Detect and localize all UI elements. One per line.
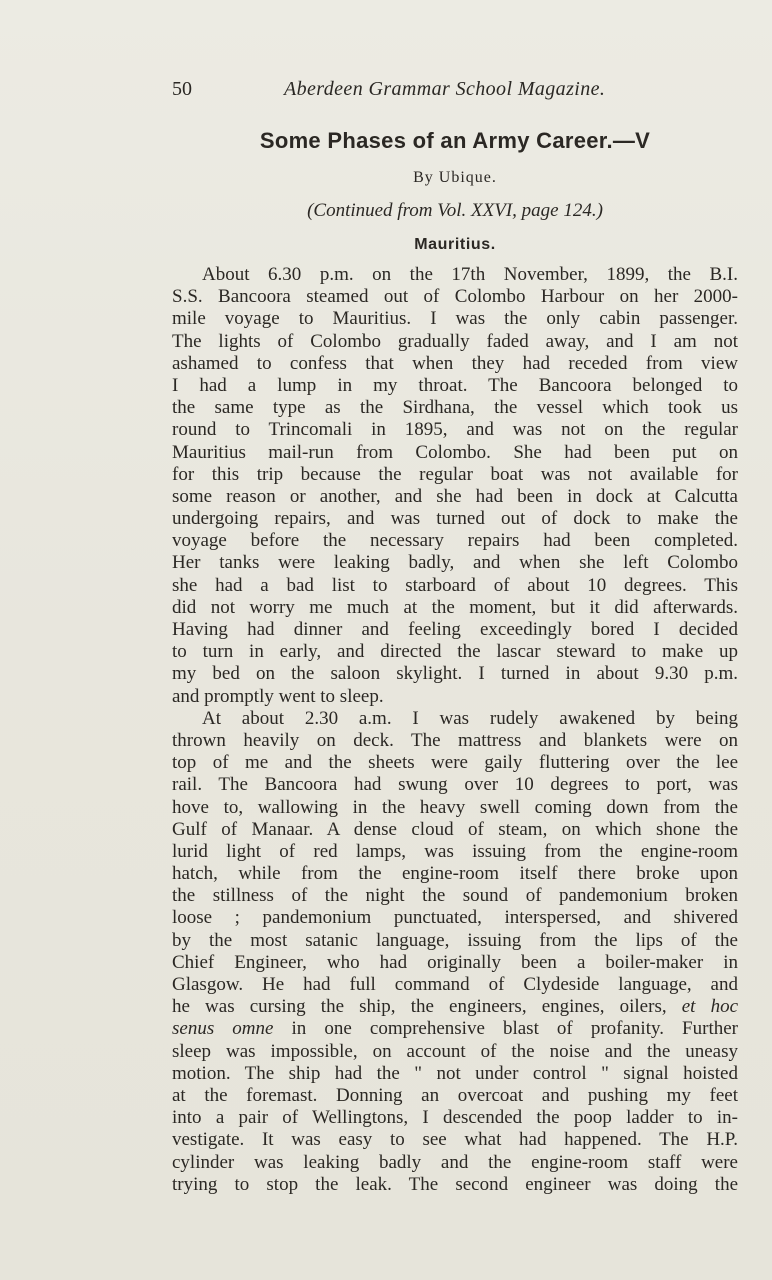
body-line-with-italic — [172, 1018, 738, 1040]
body-line: Her tanks were leaking badly, and when she left Colombo — [172, 552, 738, 574]
body-line: into a pair of Wellingtons, I descended the poop ladder to in- — [172, 1107, 738, 1129]
body-line: lurid light of red lamps, was issuing from the engine-room — [172, 840, 738, 862]
body-line-with-italic — [172, 996, 738, 1018]
body-line: trying to stop the leak. The second engineer was doing the — [172, 1173, 738, 1195]
body-line: At about 2.30 a.m. I was rudely awakened by being — [202, 707, 738, 729]
body-line: and promptly went to sleep. — [172, 685, 384, 707]
body-line: hove to, wallowing in the heavy swell coming down from the — [172, 796, 738, 818]
body-line: rail. The Bancoora had swung over 10 degrees to port, was — [172, 774, 738, 796]
italic-phrase: et hoc — [681, 996, 739, 1018]
body-line: at the foremast. Donning an overcoat and pushing my feet — [172, 1084, 738, 1106]
body-line: Chief Engineer, who had originally been a boiler-maker in — [172, 951, 738, 973]
body-line: ashamed to confess that when they had receded from view — [172, 352, 738, 374]
body-line: Gulf of Manaar. A dense cloud of steam, on which shone the — [172, 818, 738, 840]
body-line: thrown heavily on deck. The mattress and blankets were on — [172, 729, 738, 751]
body-line: loose ; pandemonium punctuated, interspersed, and shivered — [172, 907, 738, 929]
body-line: hatch, while from the engine-room itself there broke upon — [172, 863, 738, 885]
page-number: 50 — [172, 78, 192, 100]
continued-note: (Continued from Vol. XXVI, page 124.) — [307, 200, 603, 221]
body-line: my bed on the saloon skylight. I turned in about 9.30 p.m. — [172, 663, 738, 685]
body-line-text: he was cursing the ship, the engineers, engines, oilers, — [172, 996, 667, 1018]
magazine-title: Aberdeen Grammar School Magazine. — [284, 78, 606, 100]
body-line: for this trip because the regular boat was not available for — [172, 463, 738, 485]
body-line: undergoing repairs, and was turned out of dock to make the — [172, 508, 738, 530]
body-line: voyage before the necessary repairs had been completed. — [172, 530, 738, 552]
italic-phrase: senus omne — [172, 1018, 274, 1040]
body-line: I had a lump in my throat. The Bancoora belonged to — [172, 374, 738, 396]
body-line: vestigate. It was easy to see what had happened. The H.P. — [172, 1129, 738, 1151]
body-line: About 6.30 p.m. on the 17th November, 1899, the B.I. — [202, 264, 738, 285]
body-line: top of me and the sheets were gaily fluttering over the lee — [172, 752, 738, 774]
body-line: Mauritius mail-run from Colombo. She had been put on — [172, 441, 738, 463]
article-title: Some Phases of an Army Career.—V — [259, 128, 651, 153]
article-body — [172, 264, 738, 1196]
body-line: she had a bad list to starboard of about 10 degrees. This — [172, 574, 738, 596]
body-line: cylinder was leaking badly and the engine-room staff were — [172, 1151, 738, 1173]
body-line-text: in one comprehensive blast of profanity. Further — [291, 1018, 738, 1040]
body-line: the stillness of the night the sound of pandemonium broken — [172, 885, 738, 907]
running-head — [172, 78, 632, 104]
body-line: did not worry me much at the moment, but it did afterwards. — [172, 596, 738, 618]
body-line: mile voyage to Mauritius. I was the only cabin passenger. — [172, 308, 738, 330]
body-line: the same type as the Sirdhana, the vessel which took us — [172, 397, 738, 419]
byline: By Ubique. — [413, 169, 497, 186]
body-line: some reason or another, and she had been in dock at Calcutta — [172, 485, 738, 507]
body-line: round to Trincomali in 1895, and was not on the regular — [172, 419, 738, 441]
body-line: S.S. Bancoora steamed out of Colombo Harbour on her 2000- — [172, 286, 738, 308]
body-line: by the most satanic language, issuing from the lips of the — [172, 929, 738, 951]
section-heading: Mauritius. — [414, 236, 496, 253]
body-line: The lights of Colombo gradually faded away, and I am not — [172, 330, 738, 352]
body-line: sleep was impossible, on account of the noise and the uneasy — [172, 1040, 738, 1062]
body-line: motion. The ship had the " not under control " signal hoisted — [172, 1062, 738, 1084]
body-line: Glasgow. He had full command of Clydeside language, and — [172, 974, 738, 995]
body-line: Having had dinner and feeling exceedingly bored I decided — [172, 619, 738, 640]
body-line: to turn in early, and directed the lascar steward to make up — [172, 641, 738, 663]
